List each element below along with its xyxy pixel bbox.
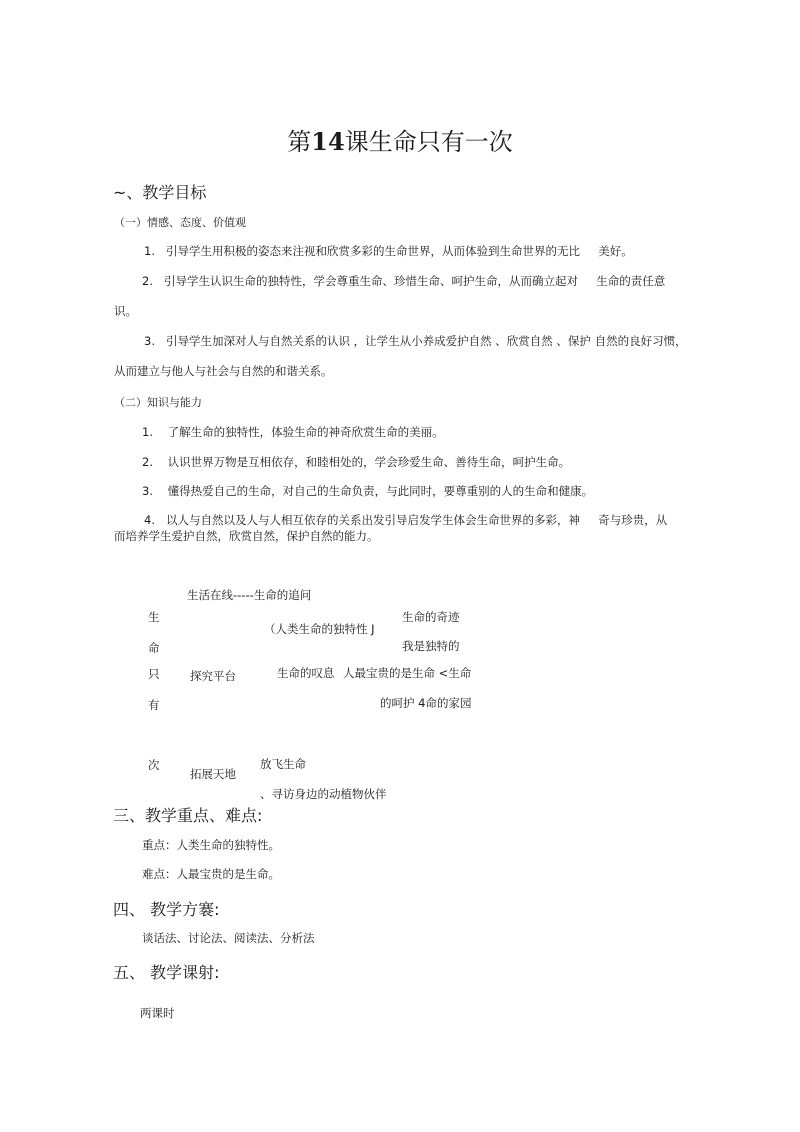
diagram-uniqueness: （人类生命的独特性 J: [264, 622, 375, 636]
diagram-precious: 人最宝贵的是生命 <生命: [343, 666, 472, 680]
diagram-vertical-char: 有: [148, 698, 160, 712]
list-item: 3. 懂得热爱自己的生命，对自己的生命负责，与此同时，要尊重别的人的生命和健康。: [142, 484, 594, 498]
list-item: 2. 引导学生认识生命的独特性，学会尊重生命、珍惜生命、呵护生命，从而确立起对 生命的责任意: [142, 274, 666, 288]
subheading-emotion: （一）情感、态度、价值观: [114, 216, 246, 229]
subheading-knowledge: （二）知识与能力: [114, 396, 202, 409]
diagram-vertical-char: 只: [148, 667, 160, 681]
section-heading-objectives: ~、教学目标: [113, 183, 207, 202]
diagram-sigh: 生命的叹息: [277, 666, 335, 680]
diagram-care: 的呵护 4命的家园: [380, 696, 472, 710]
section-heading-focus: 三、教学重点、难点:: [113, 806, 263, 825]
section-heading-hours: 五、 教学课射:: [113, 963, 220, 982]
list-item: 4. 以人与自然以及人与人相互依存的关系出发引导启发学生体会生命世界的多彩，神 奇与珍贵，从: [144, 513, 668, 527]
list-item: 3. 引导学生加深对人与自然关系的认识 ，让学生从小养成爱护自然 、欣赏自然 、保护 自然的良好习惯，: [144, 334, 687, 348]
list-item-continuation: 而培养学生爱护自然，欣赏自然，保护自然的能力。: [114, 529, 379, 543]
diagram-fly: 放飞生命: [260, 757, 306, 771]
key-point: 重点：人类生命的独特性。: [142, 838, 280, 852]
list-item-continuation: 识。: [114, 304, 137, 318]
section-heading-method: 四、 教学方褰:: [113, 900, 220, 919]
diagram-miracle: 生命的奇迹: [402, 610, 460, 624]
list-item: 1. 引导学生用积极的姿态来注视和欣赏多彩的生命世界，从而体验到生命世界的无比 美好。: [144, 244, 633, 258]
diagram-visit: 、寻访身边的动植物伙伴: [260, 787, 387, 801]
diagram-explore: 探究平台: [190, 669, 236, 683]
diagram-vertical-char: 生: [148, 610, 160, 624]
difficult-point: 难点：人最宝贵的是生命。: [142, 867, 280, 881]
list-item: 2. 认识世界万物是互相依存，和睦相处的，学会珍爱生命、善待生命，呵护生命。: [142, 455, 571, 469]
diagram-vertical-char: 命: [148, 641, 160, 655]
list-item: 1. 了解生命的独特性，体验生命的神奇欣赏生命的美丽。: [142, 425, 444, 439]
page-title: 第14课生命只有一次: [287, 127, 513, 156]
diagram-expand: 拓展天地: [190, 767, 236, 781]
diagram-vertical-char: 次: [148, 758, 160, 772]
diagram-online: 生活在线-----生命的追问: [187, 588, 312, 602]
class-hours: 两课时: [140, 1006, 175, 1020]
list-item-continuation: 从而建立与他人与社会与自然的和谐关系。: [114, 364, 333, 378]
method-list: 谈话法、讨论法、阅读法、分析法: [142, 931, 315, 945]
diagram-i-am-unique: 我是独特的: [402, 639, 460, 653]
